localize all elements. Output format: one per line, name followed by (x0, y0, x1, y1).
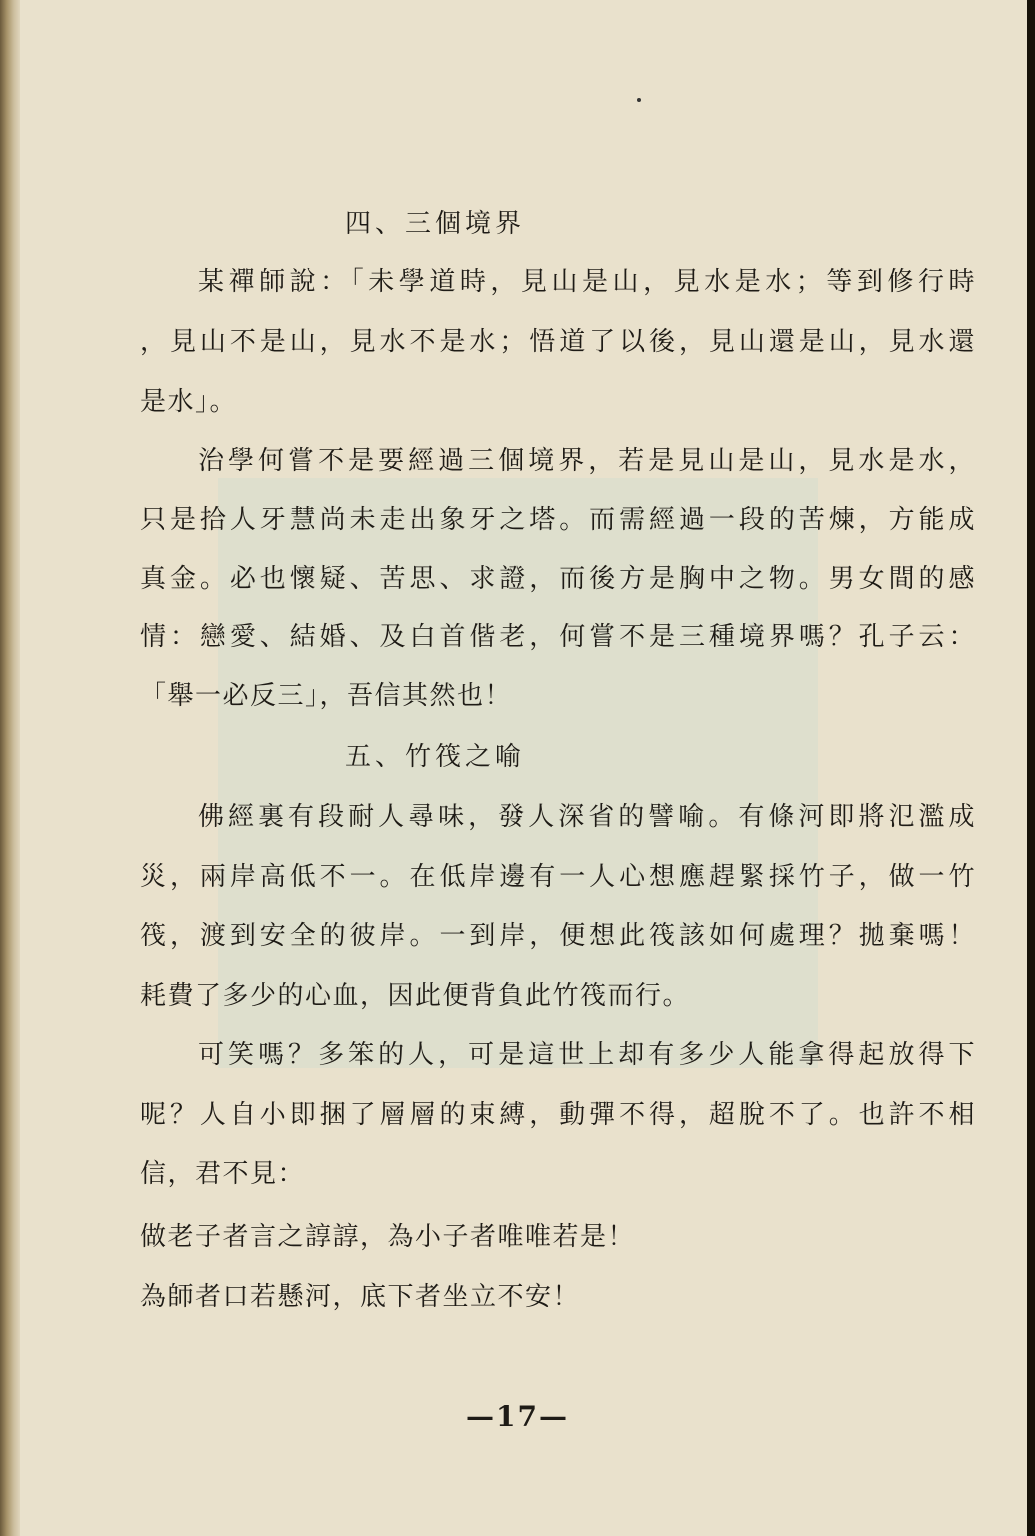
section-heading-4: 四、三個境界 (345, 209, 526, 239)
paragraph-line: 耗費了多少的心血，因此便背負此竹筏而行。 (140, 981, 691, 1011)
page-right-edge (1027, 0, 1035, 1536)
section-heading-5: 五、竹筏之喻 (345, 742, 526, 772)
paragraph-line: 呢？人自小即捆了層層的束縛，動彈不得，超脫不了。也許不相 (140, 1100, 976, 1130)
paragraph-line: 災，兩岸高低不一。在低岸邊有一人心想應趕緊採竹子，做一竹 (140, 862, 976, 892)
paragraph-line: 情：戀愛、結婚、及白首偕老，何嘗不是三種境界嗎？孔子云： (140, 622, 976, 652)
paragraph-line: ，見山不是山，見水不是水；悟道了以後，見山還是山，見水還 (140, 327, 976, 357)
paragraph-line: 治學何嘗不是要經過三個境界，若是見山是山，見水是水， (198, 446, 976, 476)
paragraph-line: 真金。必也懷疑、苦思、求證，而後方是胸中之物。男女間的感 (140, 564, 976, 594)
page-binding-edge (0, 0, 20, 1536)
paragraph-line: 某禪師說：「未學道時，見山是山，見水是水；等到修行時 (198, 267, 976, 297)
paragraph-line: 為師者口若懸河，底下者坐立不安！ (140, 1282, 581, 1312)
paragraph-line: 只是拾人牙慧尚未走出象牙之塔。而需經過一段的苦煉，方能成 (140, 505, 976, 535)
paragraph-line: 筏，渡到安全的彼岸。一到岸，便想此筏該如何處理？拋棄嗎！ (140, 921, 976, 951)
paragraph-line: 是水」。 (140, 387, 238, 417)
paragraph-line: 「舉一必反三」，吾信其然也！ (140, 681, 513, 711)
paragraph-line: 佛經裏有段耐人尋味，發人深省的譬喻。有條河即將氾濫成 (198, 802, 976, 832)
ink-speck (637, 98, 641, 102)
paragraph-line: 可笑嗎？多笨的人，可是這世上却有多少人能拿得起放得下 (198, 1040, 976, 1070)
paragraph-line: 做老子者言之諄諄，為小子者唯唯若是！ (140, 1222, 636, 1252)
paragraph-line: 信，君不見： (140, 1159, 306, 1189)
page-number: —17— (466, 1400, 569, 1433)
